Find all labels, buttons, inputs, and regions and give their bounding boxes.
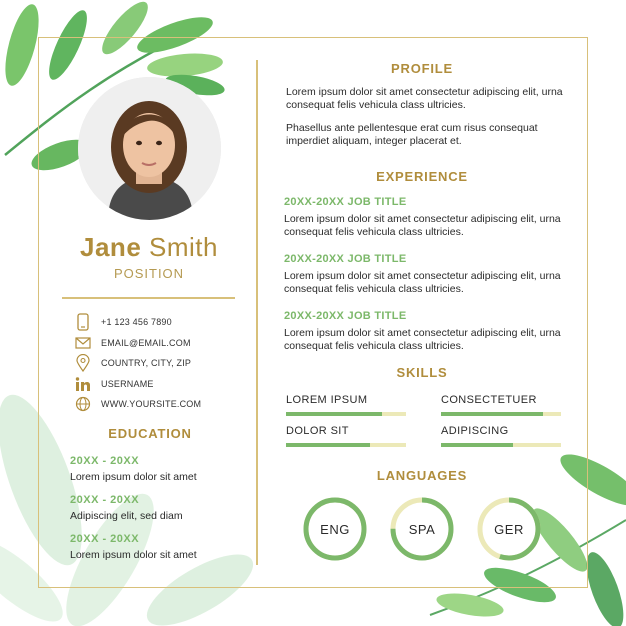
- list-item: [284, 195, 569, 238]
- list-item: [70, 492, 250, 524]
- skill-bar: [286, 443, 406, 447]
- name-divider: [62, 297, 235, 299]
- language-ring: [476, 496, 542, 562]
- education-years: 20XX - 20XX: [70, 494, 140, 506]
- job-description: Lorem ipsum dolor sit amet consectetur adipiscing elit, urna consequat felis vehicula class ultricies.: [284, 213, 561, 238]
- education-text: Lorem ipsum dolor sit amet: [70, 471, 197, 483]
- skill-item: [286, 424, 406, 447]
- skill-label: LOREM IPSUM: [286, 394, 368, 406]
- list-item: [284, 252, 569, 295]
- position-title: POSITION: [113, 266, 185, 281]
- language-ring: [302, 496, 368, 562]
- email-icon: [74, 334, 92, 352]
- skill-bar-fill: [441, 443, 513, 447]
- list-item: [284, 309, 569, 352]
- profile-paragraph: Lorem ipsum dolor sit amet consectetur adipiscing elit, urna consequat felis vehicula class ultricies.: [286, 86, 563, 111]
- contact-email[interactable]: EMAIL@EMAIL.COM: [74, 333, 244, 354]
- profile-heading: PROFILE: [391, 61, 453, 76]
- contact-linkedin[interactable]: USERNAME: [74, 374, 244, 395]
- skill-item: [441, 393, 561, 416]
- job-description: Lorem ipsum dolor sit amet consectetur adipiscing elit, urna consequat felis vehicula class ultricies.: [284, 327, 561, 352]
- language-label: SPA: [408, 521, 436, 537]
- contact-list: [74, 312, 244, 415]
- list-item: [70, 531, 250, 563]
- language-ring: [389, 496, 455, 562]
- languages-heading: LANGUAGES: [376, 468, 468, 483]
- education-years: 20XX - 20XX: [70, 533, 140, 545]
- skill-label: CONSECTETUER: [441, 394, 537, 406]
- skill-bar-fill: [286, 443, 370, 447]
- list-item: [70, 453, 250, 485]
- skill-label: DOLOR SIT: [286, 425, 349, 437]
- education-heading: EDUCATION: [108, 426, 192, 441]
- job-description: Lorem ipsum dolor sit amet consectetur adipiscing elit, urna consequat felis vehicula class ultricies.: [284, 270, 561, 295]
- experience-heading: EXPERIENCE: [376, 169, 468, 184]
- contact-website[interactable]: WWW.YOURSITE.COM: [74, 394, 244, 415]
- profile-paragraph: Phasellus ante pellentesque erat cum risus consequat imperdiet aliquam, integer placerat et.: [286, 122, 538, 147]
- job-title: 20XX-20XX JOB TITLE: [284, 196, 407, 208]
- contact-location: COUNTRY, CITY, ZIP: [74, 353, 244, 374]
- skill-item: [286, 393, 406, 416]
- skill-bar-fill: [286, 412, 382, 416]
- language-label: ENG: [320, 521, 350, 537]
- skill-bar-fill: [441, 412, 543, 416]
- phone-icon: [74, 313, 92, 331]
- job-title: 20XX-20XX JOB TITLE: [284, 253, 407, 265]
- skill-bar: [441, 412, 561, 416]
- globe-icon: [74, 395, 92, 413]
- skill-bar: [441, 443, 561, 447]
- job-title: 20XX-20XX JOB TITLE: [284, 310, 407, 322]
- experience-list: [284, 195, 569, 366]
- linkedin-icon: [74, 375, 92, 393]
- column-divider: [256, 60, 258, 565]
- education-text: Adipiscing elit, sed diam: [70, 510, 183, 522]
- education-years: 20XX - 20XX: [70, 455, 140, 467]
- skill-bar: [286, 412, 406, 416]
- skills-heading: SKILLS: [396, 365, 448, 380]
- education-list: [70, 453, 250, 570]
- skill-item: [441, 424, 561, 447]
- language-label: GER: [494, 521, 524, 537]
- education-text: Lorem ipsum dolor sit amet: [70, 549, 197, 561]
- full-name: Jane Smith: [80, 232, 218, 262]
- profile-text: [286, 86, 566, 158]
- location-icon: [74, 354, 92, 372]
- contact-phone: +1 123 456 7890: [74, 312, 244, 333]
- profile-photo: [78, 77, 221, 220]
- skill-label: ADIPISCING: [441, 425, 509, 437]
